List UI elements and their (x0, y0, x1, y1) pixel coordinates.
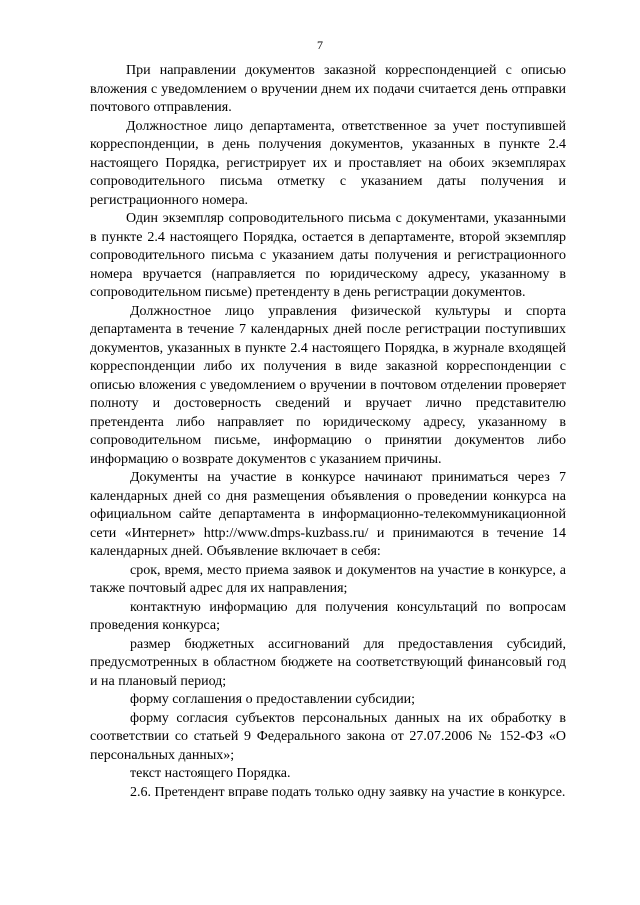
list-item-deadline: срок, время, место приема заявок и документов на участие в конкурсе, а также почтовый адрес для их направления; (90, 562, 566, 596)
paragraph-announcement: Документы на участие в конкурсе начинают приниматься через 7 календарных дней со дня размещения объявления о проведении конкурса на официальном сайте департамента в информационно-телекоммуникационной сети «Интернет» http://www.dmps-kuzbass.ru/ и принимаются в течение 14 календарных дней. Объявление включает в себя: (90, 470, 566, 559)
list-item-budget: размер бюджетных ассигнований для предоставления субсидий, предусмотренных в областном бюджете на соответствующий финансовый год и на плановый период; (90, 636, 566, 689)
list-item-consent-form: форму согласия субъектов персональных данных на их обработку в соответствии со статьей 9 Федерального закона от 27.07.2006 № 152-ФЗ «О персональных данных»; (90, 710, 566, 763)
list-item-procedure-text: текст настоящего Порядка. (130, 766, 291, 781)
paragraph-single-application: 2.6. Претендент вправе подать только одну заявку на участие в конкурсе. (130, 784, 566, 800)
list-item-agreement-form: форму соглашения о предоставлении субсидии; (130, 692, 416, 707)
paragraph-cover-letter-copy: Один экземпляр сопроводительного письма с документами, указанными в пункте 2.4 настоящего Порядка, остается в департаменте, второй экземпляр сопроводительного письма с указанием даты получения и регистрационного номера вручается (направляется по юридическому адресу, указанному в сопроводительном письме) претенденту в день регистрации документов. (90, 211, 566, 300)
document-body (90, 62, 566, 802)
paragraph-registration: Должностное лицо департамента, ответственное за учет поступившей корреспонденции, в день получения документов, указанных в пункте 2.4 настоящего Порядка, регистрирует их и проставляет на обоих экземплярах сопроводительного письма отметку с указанием даты получения и регистрационного номера. (90, 118, 566, 208)
page-number: 7 (317, 38, 323, 52)
paragraph-mail-submission: При направлении документов заказной корреспонденцией с описью вложения с уведомлением о вручении днем их подачи считается день отправки почтового отправления. (90, 63, 566, 115)
paragraph-verification: Должностное лицо управления физической культуры и спорта департамента в течение 7 календарных дней после регистрации поступивших документов, указанных в пункте 2.4 настоящего Порядка, в журнале входящей корреспонденции либо их получения в виде заказной корреспонденции с описью вложения с уведомлением о вручении в почтовом отделении проверяет полноту и достоверность сведений и вручает лично представителю претендента либо направляет по юридическому адресу, указанному в сопроводительном письме, информацию о принятии документов либо информацию о возврате документов с указанием причины. (90, 303, 566, 467)
list-item-contacts: контактную информацию для получения консультаций по вопросам проведения конкурса; (90, 599, 566, 633)
